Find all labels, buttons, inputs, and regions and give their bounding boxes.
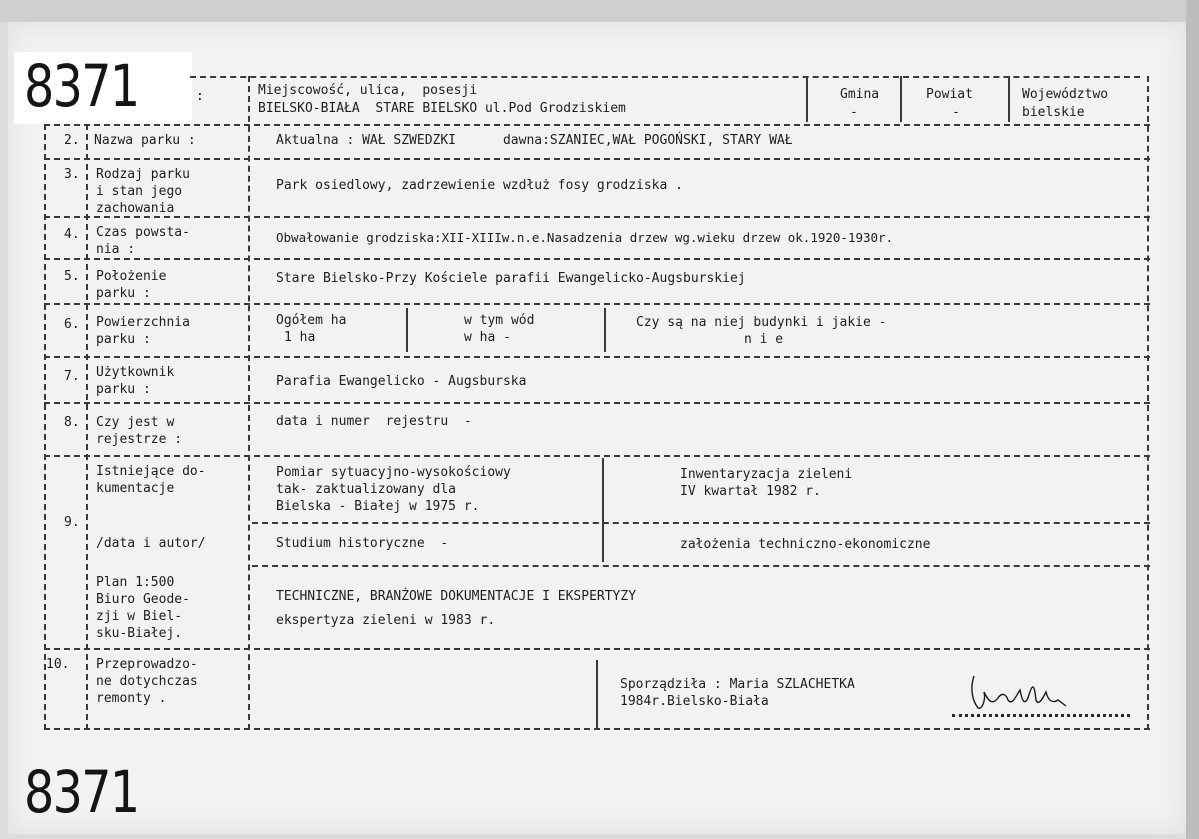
gmina-label: Gmina — [840, 87, 880, 102]
row8-label-line1: Czy jest w — [96, 415, 175, 430]
row2-value: Aktualna : WAŁ SZWEDZKI dawna:SZANIEC,WAŁ POGOŃSKI, STARY WAŁ — [276, 133, 793, 148]
row4-label-line2: nia : — [96, 242, 136, 257]
row6-label-line1: Powierzchnia — [96, 315, 190, 330]
signature-line — [952, 714, 1130, 717]
header-col1-label: : — [196, 89, 204, 104]
row8-value: data i numer rejestru - — [276, 414, 472, 429]
row9-historical-study: Studium historyczne - — [276, 536, 449, 551]
row9-label-line1: Istniejące do- — [96, 464, 206, 479]
scan-top-strip — [0, 0, 1199, 22]
row8-number: 8. — [64, 415, 80, 430]
row9-label-sub: /data i autor/ — [96, 536, 206, 551]
row2-number: 2. — [64, 133, 80, 148]
row10-label-line3: remonty . — [96, 691, 167, 706]
row5-value: Stare Bielsko-Przy Kościele parafii Ewangelicko-Augsburskiej — [276, 271, 746, 286]
scan-right-edge — [1186, 0, 1199, 839]
archive-number-top: 8371 — [24, 52, 139, 120]
row9-technical-assumptions: założenia techniczno-ekonomiczne — [680, 537, 931, 552]
row8-label-line2: rejestrze : — [96, 432, 183, 447]
row9-expertise: ekspertyza zieleni w 1983 r. — [276, 613, 496, 628]
row5-number: 5. — [64, 269, 80, 284]
row10-label-line2: ne dotychczas — [96, 674, 198, 689]
row9-inventory-line1: Inwentaryzacja zieleni — [680, 467, 853, 482]
row6-water-area-label: w tym wód — [464, 313, 535, 328]
gmina-value: - — [850, 105, 858, 120]
powiat-label: Powiat — [926, 87, 973, 102]
row7-value: Parafia Ewangelicko - Augsburska — [276, 374, 527, 389]
row10-number: 10. — [46, 657, 70, 672]
header-location-value: BIELSKO-BIAŁA STARE BIELSKO ul.Pod Grodziskiem — [258, 101, 626, 116]
row6-water-area-value: w ha - — [464, 330, 511, 345]
row3-label-line1: Rodzaj parku — [96, 167, 190, 182]
row9-survey-line1: Pomiar sytuacyjno-wysokościowy — [276, 465, 511, 480]
row9-inventory-line2: IV kwartał 1982 r. — [680, 484, 821, 499]
row6-total-area-label: Ogółem ha — [276, 313, 347, 328]
row7-label-line2: parku : — [96, 382, 151, 397]
row9-survey-line2: tak- zaktualizowany dla — [276, 482, 457, 497]
signature-icon — [962, 670, 1072, 718]
row4-number: 4. — [64, 227, 80, 242]
row9-plan-line2: Biuro Geode- — [96, 592, 190, 607]
prepared-date-place: 1984r.Bielsko-Biała — [620, 694, 769, 709]
row3-label-line2: i stan jego — [96, 184, 183, 199]
powiat-value: - — [952, 105, 960, 120]
prepared-by: Sporządziła : Maria SZLACHETKA — [620, 677, 855, 692]
row6-number: 6. — [64, 317, 80, 332]
row3-number: 3. — [64, 167, 80, 182]
row6-buildings-answer: n i e — [744, 332, 784, 347]
row6-label-line2: parku : — [96, 332, 151, 347]
row5-label-line1: Położenie — [96, 269, 167, 284]
wojewodztwo-label: Województwo — [1022, 87, 1109, 102]
row5-label-line2: parku : — [96, 286, 151, 301]
row7-number: 7. — [64, 369, 80, 384]
row4-value: Obwałowanie grodziska:XII-XIIIw.n.e.Nasadzenia drzew wg.wieku drzew ok.1920-1930r. — [276, 230, 894, 245]
row4-label-line1: Czas powsta- — [96, 225, 190, 240]
wojewodztwo-value: bielskie — [1022, 105, 1085, 120]
row9-label-line2: kumentacje — [96, 481, 175, 496]
row6-total-area-value: 1 ha — [284, 330, 316, 345]
row9-survey-line3: Bielska - Białej w 1975 r. — [276, 499, 480, 514]
archive-number-bottom: 8371 — [24, 758, 139, 826]
row9-plan-line3: zji w Biel- — [96, 609, 183, 624]
row3-value: Park osiedlowy, zadrzewienie wzdłuż fosy grodziska . — [276, 178, 683, 193]
header-location-label: Miejscowość, ulica, posesji — [258, 83, 478, 98]
row10-label-line1: Przeprowadzo- — [96, 657, 198, 672]
row2-label: Nazwa parku : — [94, 133, 196, 148]
row9-technical-docs-heading: TECHNICZNE, BRANŻOWE DOKUMENTACJE I EKSPERTYZY — [276, 589, 637, 604]
row9-number: 9. — [64, 515, 80, 530]
row3-label-line3: zachowania — [96, 201, 175, 216]
row9-plan-line4: sku-Białej. — [96, 626, 183, 641]
row7-label-line1: Użytkownik — [96, 365, 175, 380]
row6-buildings-question: Czy są na niej budynki i jakie - — [636, 315, 887, 330]
row9-plan-line1: Plan 1:500 — [96, 575, 175, 590]
